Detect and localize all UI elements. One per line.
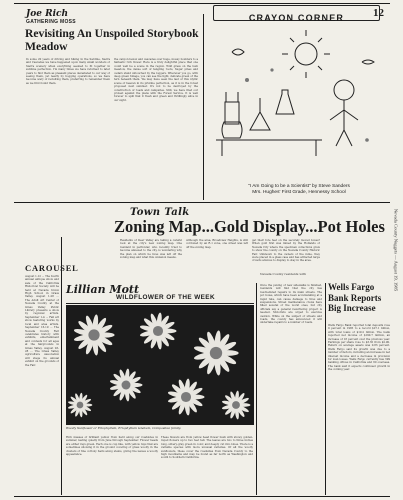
side-running-text xyxy=(391,30,401,470)
town-talk-label: Town Talk xyxy=(130,207,190,218)
wildflower-rule xyxy=(66,303,254,304)
wells-fargo-body: Wells Fargo Bank reported total deposits rose 9 percent in 1985 to a record $27.1 billion, with total loans of $19.2 billion. The bank reported net income of $190.7 million, an increase of 18 percent over the previous year. Earnings per share rose to $3.35 from $2.90. Return on average assets was 0.83 percent. Wells Fargo said its growth was due to a number of factors, including an increase in net interest income and a decrease in provision for loan losses. Wells Fargo currently has 399 banking offices in California and 60 overseas. The bank said it expects continued growth in the coming year. xyxy=(328,324,390,372)
wildflower-column-2: These flowers are from yellow head flower bush with showy golden-rayed flowers up to two feet tall. The leaves are two to three inches long, silvery-gray green in color, and deeply cut into lobes. There is a variable species with more unusual varieties. Of all the woolly sunflowers, these cover the roadsides from Nevada County to the high mountains and may be found as far north as Washington and south to Southern California. xyxy=(161,436,253,460)
wildflower-photo-caption: Woolly Sunflower or Eriophyllum, Eriophyllum lanatum, Compositae family. xyxy=(66,426,182,430)
gathering-moss-column-2: the canyon below and cascades over huge, mossy boulders to a fantastic rich flower. Here is a truly delightful place that one could well be a scene in the region. Wild grass on the lush meadow, the dense soft of tangling roots, Sugar pines and cedars stand untouched by the loggers. Wherever you go, with deep green foliage, you can see the light, delicate green of the fern beneath them. We may have seen the last of this idyllic scene of heaven in its pristine perfection, as it is in the forest proposed next summer. It's not to be destroyed by the construction of roads and campsites. Still, we have filed our protest against the plans with the Forest Service. It is well forever to spill that it fresh and green and thrillingly alive in our sight. xyxy=(114,58,198,102)
crayon-corner-caption xyxy=(210,184,388,196)
crayon-caption-title: "I Am Going to be a Scientist" by Steve Sanders xyxy=(248,184,350,189)
gathering-moss-column-1: In some 20 years of driving and hiking in the Sardine, Sierra and Cascades we have happened upon many small wonders of Sierra scenery when everything seemed to fit together in sublime perfection. I'm many times we have returned to later years to find them as pleasant places devastated to our way of seeing them, yet nearly by hogging operations, so we have become wary of revisiting them, preferring to remember them as we first found them. xyxy=(26,58,110,85)
crayon-caption-credit: Mrs. Hughes' First Grade, Hennessy School xyxy=(252,190,346,195)
gathering-moss-headline: Revisiting An Unspoiled Storybook Meadow xyxy=(25,27,199,53)
carousel-body: August 1-12 ... The fourth annual antique show and sale of the California Historical Society will be held at Nevada Union High School in Grass Valley. August 1-28 ... The Adult Art Center of Nevada County at the Grass Valley Public Library presents a show by regional artists. September 1-4 ... Fall art show featuring works by local and area artists. September 16-19 ... The Nevada County Fair celebrates history with exhibits, entertainment and contests for all ages at the fairgrounds in Grass Valley. August 26-28 ... The Grass Valley Agriculture Association will stage its annual exhibit on the grounds of the Fair. xyxy=(25,275,59,367)
wildflower-bloom xyxy=(222,390,251,419)
column-divider-top xyxy=(203,14,204,200)
wildflower-bloom xyxy=(68,393,93,418)
bottom-rule xyxy=(14,496,390,497)
gathering-moss-logo-text: GATHERING MOSS xyxy=(26,19,76,25)
wildflower-bloom xyxy=(193,330,238,376)
wildflower-title: WILDFLOWER OF THE WEEK xyxy=(116,294,215,301)
town-talk-column-3: get their fore feet on the securely moved boxes? When gold first was mined by the Hollands of Nevada City where the specimen collections grew to show the county on the Nevada County Historic Fair. Unknown to the owners of the mine, they were placed in a glass case and has attracted large crowds anxious to display to stay in the area. xyxy=(252,239,320,263)
mid-rule xyxy=(14,202,390,203)
page-number: 12 xyxy=(373,7,384,19)
wildflower-bloom xyxy=(139,312,176,349)
crayon-drawing-illustration xyxy=(212,22,384,170)
wildflower-photo-image xyxy=(66,305,254,425)
carousel-divider xyxy=(61,237,62,495)
town-talk-signoff: Nevada County residents with xyxy=(260,272,307,276)
gathering-moss-logo-script: Joe Rich xyxy=(26,9,69,19)
town-talk-column-1: Residents of Deer Valley are taking a careful look at the city's new zoning map. One resident in particular, who recently tried to become annexed to the city, is wondering why the plan on which he lives was left off the zoning map and what this omission means. xyxy=(120,239,182,260)
wildflower-column-1: Rich masses of brilliant yellow from hard along our roadsides in summer, lasting quietly from June through September. Flower heads are either rays green. Each one is cup like, with yellow rays that are sometimes showing it in the ground covering of grass woolly in the clusters of fine cottony hairs along stems, giving the leaves a woolly appearance. xyxy=(66,436,158,457)
crayon-drawing xyxy=(212,22,384,170)
wildflower-bloom xyxy=(167,378,204,415)
town-talk-headline: Zoning Map...Gold Display...Pot Holes xyxy=(114,217,385,236)
town-talk-column-2: Although the area, Broadview Heights, is still cordoned by an R-1 zone, one street was left off the zoning map. xyxy=(186,239,248,249)
pot-holes-divider xyxy=(256,283,257,495)
wells-fargo-divider xyxy=(325,283,326,495)
wildflower-bloom xyxy=(73,314,114,356)
crayon-corner-title: CRAYON CORNER xyxy=(248,13,345,23)
wells-fargo-headline: Wells Fargo Bank Reports Big Increase xyxy=(328,282,382,313)
carousel-title: CAROUSEL xyxy=(25,263,79,273)
wildflower-photo xyxy=(66,305,254,425)
gathering-moss-logo xyxy=(26,10,76,25)
crayon-corner-banner xyxy=(213,5,380,21)
lillian-mott-signature: Lillian Mott xyxy=(66,283,140,296)
side-running-text-label: Nevada County Nuggets — August 19, 1985 xyxy=(393,208,399,292)
top-rule xyxy=(14,3,390,4)
wildflower-bloom xyxy=(110,368,143,401)
pot-holes-body: Once the paving of new sidewalks is finished, residents will find that the city has rescheduled repairs to its main streets. The pot holes, which have been accumulating at a rapid rate, can cause damage to tires and suspensions. Street maintenance crews have filled several of the worst ones, but city officials say a general resurfacing project is needed. Motorists are urged to exercise caution. While on the subject of streets and roads, the county has announced it will undertake repairs to a number of roads. xyxy=(260,284,322,325)
